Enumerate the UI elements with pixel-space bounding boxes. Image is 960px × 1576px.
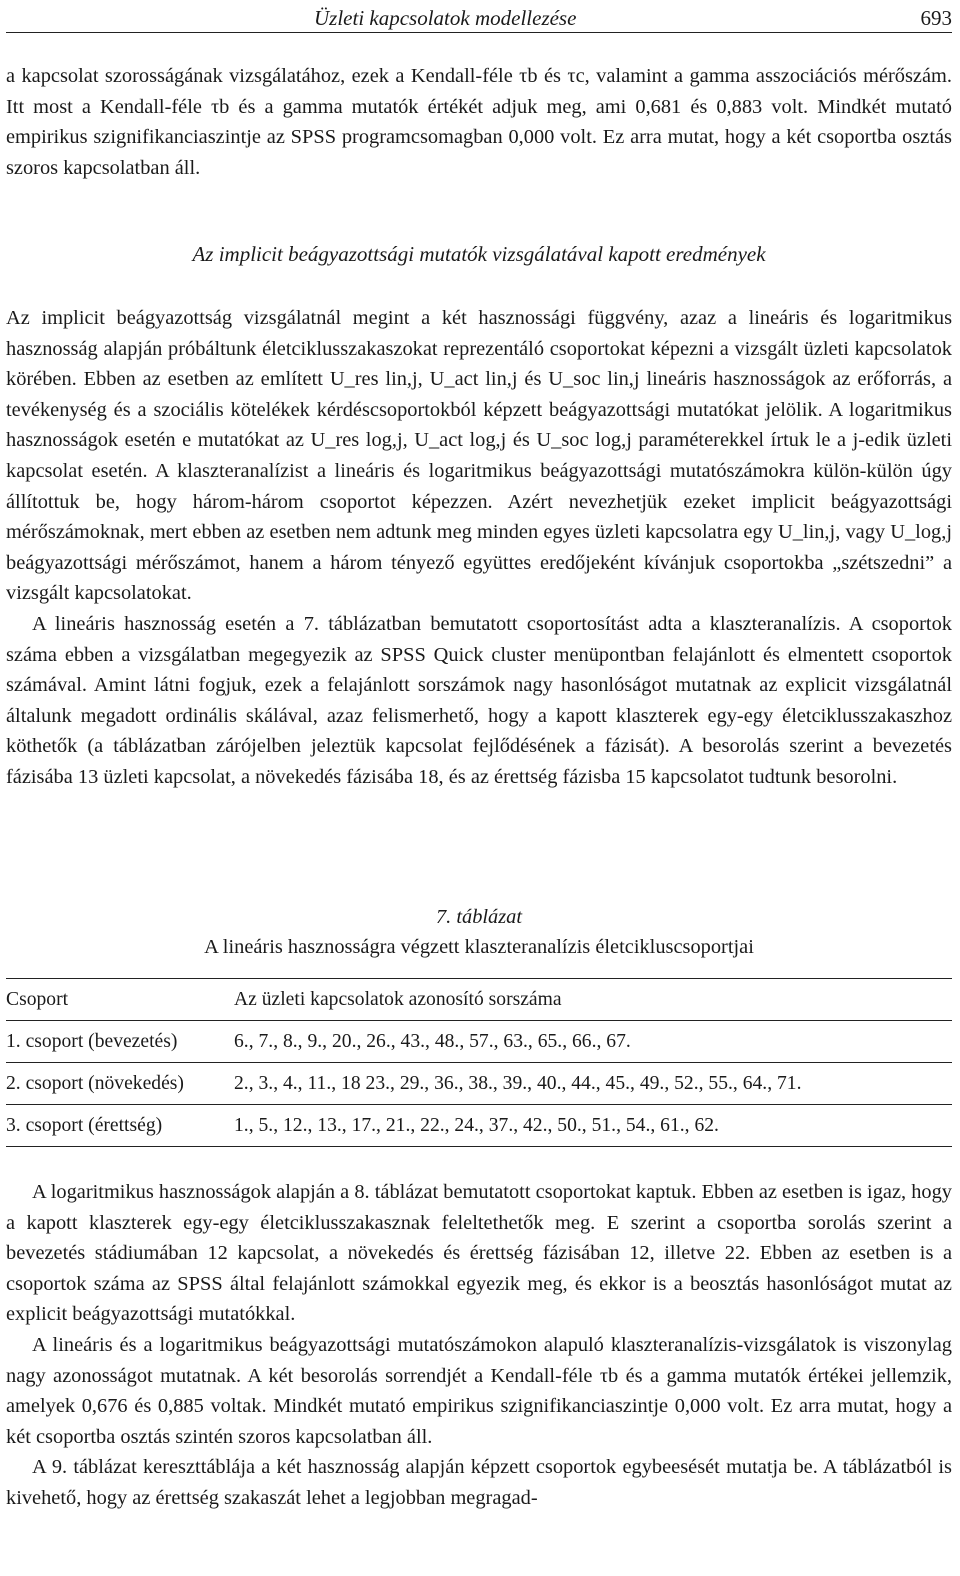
table-row — [6, 1105, 952, 1147]
column-header: Az üzleti kapcsolatok azonosító sorszáma — [234, 988, 562, 1010]
group-name: 3. csoport (érettség) — [6, 1114, 163, 1136]
group-ids: 1., 5., 12., 13., 17., 21., 22., 24., 37., 42., 50., 51., 54., 61., 62. — [234, 1114, 719, 1136]
paragraph-text: a kapcsolat szorosságának vizsgálatához, ezek a Kendall-féle τb és τc, valamint a gamma asszociációs mérőszám. Itt most a Kendall-féle τb és a gamma mutatók értékét adjuk meg, ami 0,681 és 0,883 volt. Mindkét mutató empirikus szignifikanciaszintje az SPSS programcsomagban 0,000 volt. Ez arra mutat, hogy a két csoportba osztás szoros kapcsolatban áll. — [6, 65, 952, 179]
paragraph-text: A lineáris és a logaritmikus beágyazottsági mutatószámokon alapuló klaszteranalízis-vizsgálatok is viszonylag nagy azonosságot mutatnak. A két besorolás sorrendjét a Kendall-féle τb és a gamma mutatók értékei jellemzik, amelyek 0,676 és 0,885 voltak. Mindkét mutató empirikus szignifikanciaszintje 0,000 volt. Ez arra mutat, hogy a két csoportba osztás szintén szoros kapcsolatban áll. — [6, 1333, 952, 1448]
group-name: 2. csoport (növekedés) — [6, 1072, 184, 1094]
paragraph-text: A lineáris hasznosság esetén a 7. táblázatban bemutatott csoportosítást adta a klaszteranalízis. A csoportok száma ebben a vizsgálatban megegyezik az SPSS Quick cluster menüpontban felajánlott és elmentett csoportok számával. Amint látni fogjuk, ezek a felajánlott sorszámok nagy hasonlóságot mutatnak az explicit vizsgálatnál általunk megadott ordinális skálával, azaz felismerhető, hogy a kapott klaszterek egy-egy életciklusszakaszhoz köthetők (a táblázatban zárójelben jeleztük kapcsolat fejlődésének a fázisát). A besorolás szerint a bevezetés fázisába 13 üzleti kapcsolat, a növekedés fázisába 18, és az érettség fázisba 15 kapcsolatot tudtunk besorolni. — [6, 612, 952, 788]
paragraph-logarithmic — [6, 1177, 952, 1514]
paragraph-kendall — [6, 61, 952, 183]
table-number: 7. táblázat — [435, 906, 523, 928]
page-number: 693 — [920, 6, 952, 30]
running-title: Üzleti kapcsolatok modellezése — [314, 6, 577, 30]
table-header-row — [6, 979, 952, 1021]
table-caption: A lineáris hasznosságra végzett klaszteranalízis életcikluscsoportjai — [204, 936, 754, 958]
group-name: 1. csoport (bevezetés) — [6, 1030, 178, 1052]
running-header — [6, 4, 952, 33]
table-row — [6, 1063, 952, 1105]
paragraph-text: Az implicit beágyazottság vizsgálatnál megint a két hasznossági függvény, azaz a lineáris és logaritmikus hasznosság alapján próbáltunk életciklusszakaszokat reprezentáló csoportokat képezni a vizsgált üzleti kapcsolatok körében. Ebben az esetben az említett U_res lin,j, U_act lin,j és U_soc lin,j lineáris hasznosságok az erőforrás, a tevékenység és a szociális kötelékek kérdéscsoportokból képzett beágyazottsági mutatókat jelölik. A logaritmikus hasznosságok esetén e mutatókat az U_res log,j, U_act log,j és U_soc log,j paraméterekkel írtuk le a j-edik üzleti kapcsolat esetén. A klaszteranalízist a lineáris és logaritmikus beágyazottsági mutatószámokra külön-külön úgy állítottuk be, hogy három-három csoportot képezzen. Azért nevezhetjük ezeket implicit beágyazottsági mérőszámoknak, mert ebben az esetben nem adtunk meg minden egyes üzleti kapcsolatra egy U_lin,j, vagy U_log,j beágyazottsági mérőszámot, hanem a három tényező együttes eredőjeként kívánjuk csoportokba „szétszedni” a vizsgált kapcsolatokat. — [6, 307, 952, 605]
paragraph-text: A 9. táblázat kereszttáblája a két hasznosság alapján képzett csoportok egybeesését mutatja be. A táblázatból is kivehető, hogy az érettség szakaszát lehet a legjobban megragad- — [6, 1456, 952, 1509]
section-heading: Az implicit beágyazottsági mutatók vizsgálatával kapott eredmények — [192, 242, 766, 266]
cluster-groups-table — [6, 978, 952, 1147]
group-ids: 6., 7., 8., 9., 20., 26., 43., 48., 57., 63., 65., 66., 67. — [234, 1030, 631, 1052]
column-header: Csoport — [6, 988, 69, 1010]
paragraph-implicit — [6, 303, 952, 793]
paragraph-text: A logaritmikus hasznosságok alapján a 8. táblázat bemutatott csoportokat kaptuk. Ebben az esetben is igaz, hogy a kapott klaszterek egy-egy életciklusszakasznak feleltethetők meg. E szerint a csoportba sorolás szerint a bevezetés stádiumában 12 kapcsolat, a növekedés és érettség fázisában 12, illetve 22. Ebben az esetben is a csoportok száma az SPSS által felajánlott számokkal egyezik meg, és ekkor is a beosztás hasonlóságot mutat az explicit beágyazottsági mutatókkal. — [6, 1181, 952, 1326]
table-row — [6, 1021, 952, 1063]
group-ids: 2., 3., 4., 11., 18 23., 29., 36., 38., 39., 40., 44., 45., 49., 52., 55., 64., 71. — [234, 1072, 802, 1094]
